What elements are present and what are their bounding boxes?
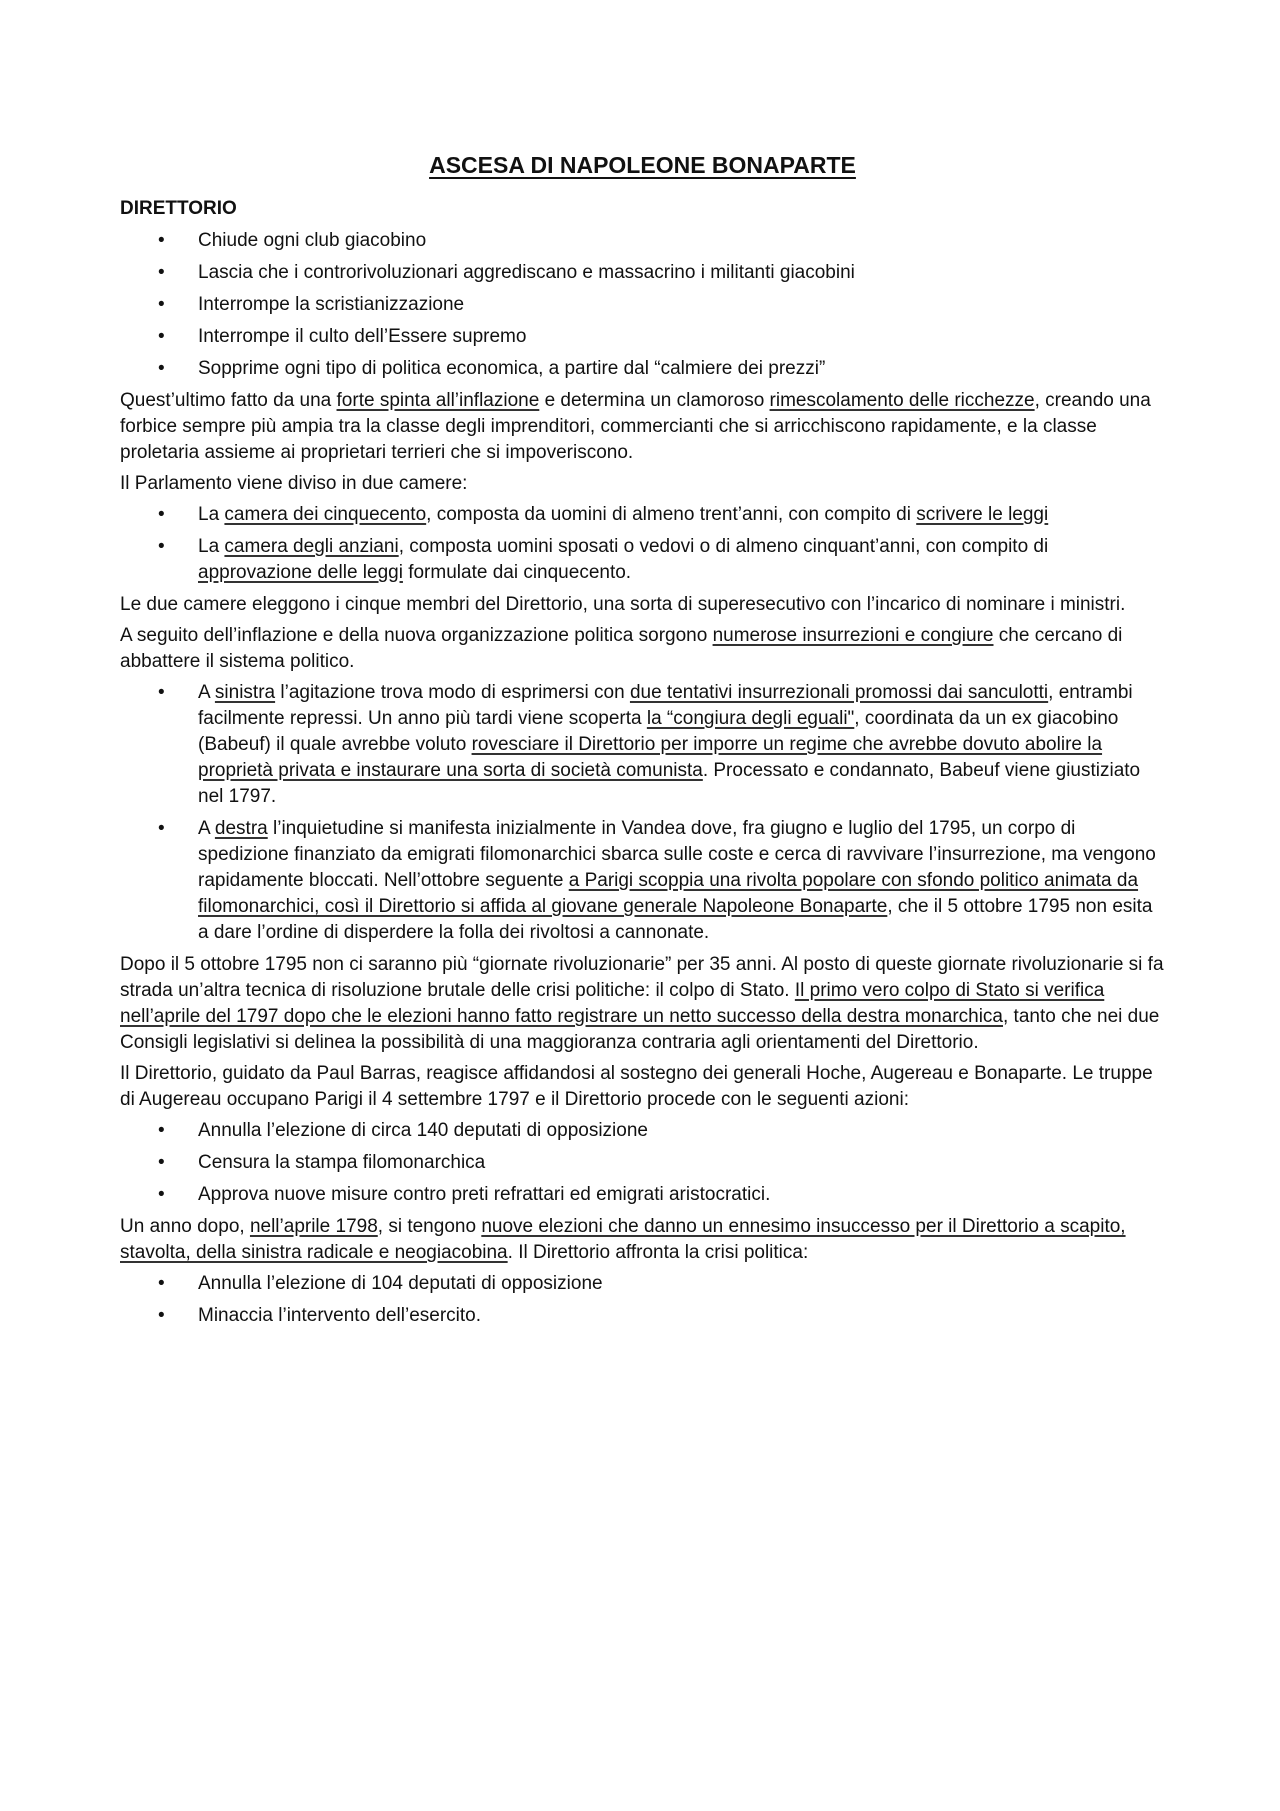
text: Quest’ultimo fatto da una: [120, 390, 337, 411]
underlined-text: numerose insurrezioni e congiure: [712, 625, 994, 646]
text: , si tengono: [377, 1216, 482, 1237]
underlined-text: sinistra: [214, 682, 276, 703]
text: . Il Direttorio affronta la crisi politica:: [507, 1242, 809, 1263]
text: La: [198, 504, 225, 525]
text: , creando una forbice sempre più ampia tra la classe degli imprenditori, commercianti che si arricchiscono rapidamente, e la classe proletaria assieme ai proprietari terrieri che si impoveriscono.: [120, 390, 1151, 463]
text: A: [198, 818, 215, 839]
list-item: • Interrompe la scristianizzazione: [120, 292, 1165, 318]
underlined-text: camera dei cinquecento: [224, 504, 427, 525]
document-page: [120, 150, 1165, 1335]
underlined-text: nell’aprile 1798: [249, 1216, 378, 1237]
paragraph-elections: Le due camere eleggono i cinque membri del Direttorio, una sorta di superesecutivo con l’incarico di nominare i ministri.: [120, 594, 1126, 615]
underlined-text: nuove elezioni che danno un ennesimo insuccesso per il Direttorio a scapito, stavolta, della sinistra radicale e neogiacobina: [120, 1216, 1126, 1263]
underlined-text: la “congiura degli eguali": [646, 708, 855, 729]
text: Dopo il 5 ottobre 1795 non ci saranno più “giornate rivoluzionarie” per 35 anni. Al posto di queste giornate rivoluzionarie si fa strada un’altra tecnica di risoluzione brutale delle crisi politiche: il colpo di Stato.: [120, 954, 1164, 1001]
list-item: [120, 534, 1165, 586]
text: , entrambi facilmente repressi. Un anno più tardi viene scoperta: [198, 682, 1133, 729]
bullet-list-chambers: [120, 502, 1165, 586]
underlined-text: a Parigi scoppia una rivolta popolare con sfondo politico animata da filomonarchici, così il Direttorio si affida al giovane generale Napoleone Bonaparte: [198, 870, 1139, 917]
list-item: • Chiude ogni club giacobino: [120, 228, 1165, 254]
text: A: [198, 682, 215, 703]
list-item: • Censura la stampa filomonarchica: [120, 1150, 1165, 1176]
text: A seguito dell’inflazione e della nuova organizzazione politica sorgono: [120, 625, 713, 646]
text: formulate dai cinquecento.: [402, 562, 632, 583]
underlined-text: scrivere le leggi: [916, 504, 1049, 525]
paragraph-1798: [120, 1214, 1165, 1266]
paragraph-insurrections: [120, 623, 1165, 675]
paragraph-barras: Il Direttorio, guidato da Paul Barras, reagisce affidandosi al sostegno dei generali Hoche, Augereau e Bonaparte. Le truppe di Augereau occupano Parigi il 4 settembre 1797 e il Direttorio procede con le seguenti azioni:: [120, 1063, 1153, 1110]
text: , coordinata da un ex giacobino (Babeuf) il quale avrebbe voluto: [198, 708, 1119, 755]
list-item: [120, 816, 1165, 946]
underlined-text: approvazione delle leggi: [198, 562, 403, 583]
text: , composta da uomini di almeno trent’anni, con compito di: [426, 504, 917, 525]
list-item: • Lascia che i controrivoluzionari aggrediscano e massacrino i militanti giacobini: [120, 260, 1165, 286]
underlined-text: Il primo vero colpo di Stato si verifica nell’aprile del 1797 dopo che le elezioni hanno fatto registrare un netto successo della destra monarchica: [120, 980, 1105, 1027]
list-item: • Annulla l’elezione di circa 140 deputati di opposizione: [120, 1118, 1165, 1144]
text: , tanto che nei due Consigli legislativi si delinea la possibilità di una maggioranza contraria agli orientamenti del Direttorio.: [120, 1006, 1160, 1053]
text: l’inquietudine si manifesta inizialmente in Vandea dove, fra giugno e luglio del 1795, un corpo di spedizione finanziato da emigrati filomonarchici sbarca sulle coste e cerca di ravvivare l’insurrezione, ma vengono rapidamente bloccati. Nell’ottobre seguente: [198, 818, 1156, 891]
list-item: [120, 680, 1165, 810]
paragraph-coup: [120, 952, 1165, 1056]
text: La: [198, 536, 225, 557]
text: l’agitazione trova modo di esprimersi con: [275, 682, 630, 703]
document-title: ASCESA DI NAPOLEONE BONAPARTE: [429, 152, 856, 178]
underlined-text: rimescolamento delle ricchezze: [769, 390, 1035, 411]
bullet-list-directory-actions: [120, 228, 1165, 382]
text: Un anno dopo,: [120, 1216, 250, 1237]
underlined-text: rovesciare il Direttorio per imporre un regime che avrebbe dovuto abolire la proprietà privata e instaurare una sorta di società comunista: [198, 734, 1103, 781]
bullet-list-left-right: [120, 680, 1165, 946]
bullet-list-actions-1798: [120, 1271, 1165, 1329]
text: , che il 5 ottobre 1795 non esita a dare l’ordine di disperdere la folla dei rivoltosi a cannonate.: [198, 896, 1153, 943]
list-item: • Annulla l’elezione di 104 deputati di opposizione: [120, 1271, 1165, 1297]
list-item: • Interrompe il culto dell’Essere supremo: [120, 324, 1165, 350]
paragraph-parliament: Il Parlamento viene diviso in due camere:: [120, 473, 468, 494]
bullet-list-actions-1797: [120, 1118, 1165, 1208]
underlined-text: camera degli anziani: [224, 536, 399, 557]
list-item: • Minaccia l’intervento dell’esercito.: [120, 1303, 1165, 1329]
text: , composta uomini sposati o vedovi o di almeno cinquant’anni, con compito di: [398, 536, 1049, 557]
paragraph-inflation: [120, 388, 1165, 466]
text: . Processato e condannato, Babeuf viene giustiziato nel 1797.: [198, 760, 1141, 807]
list-item: [120, 502, 1165, 528]
text: e determina un clamoroso: [539, 390, 770, 411]
section-heading: DIRETTORIO: [120, 198, 237, 219]
underlined-text: due tentativi insurrezionali promossi dai sanculotti: [629, 682, 1049, 703]
text: che cercano di abbattere il sistema politico.: [120, 625, 1123, 672]
underlined-text: destra: [214, 818, 268, 839]
underlined-text: forte spinta all’inflazione: [336, 390, 540, 411]
list-item: • Approva nuove misure contro preti refrattari ed emigrati aristocratici.: [120, 1182, 1165, 1208]
list-item: • Sopprime ogni tipo di politica economica, a partire dal “calmiere dei prezzi”: [120, 356, 1165, 382]
